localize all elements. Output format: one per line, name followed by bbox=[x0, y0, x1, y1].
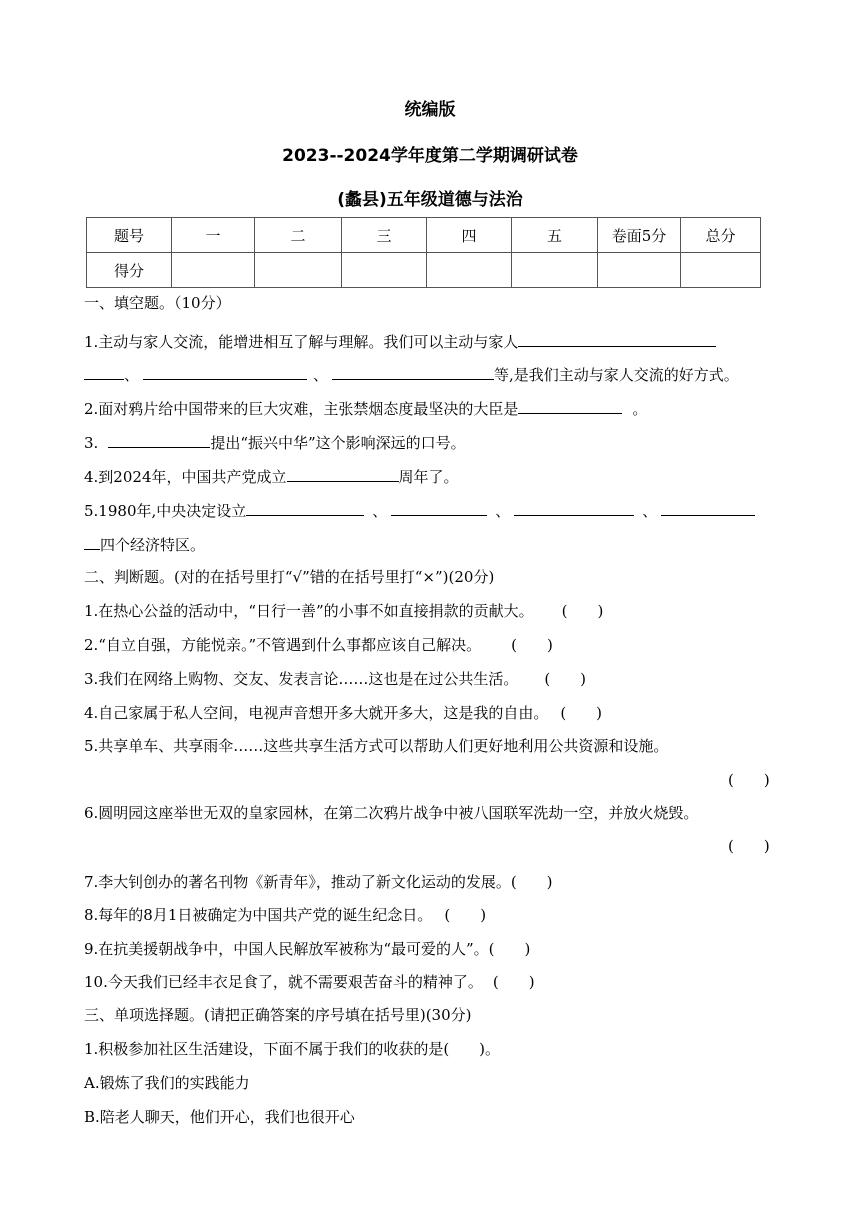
score-input-cell[interactable] bbox=[512, 253, 598, 288]
question-text: 8.每年的8月1日被确定为中国共产党的诞生纪念日。 bbox=[84, 906, 433, 924]
score-row-label: 得分 bbox=[87, 253, 172, 288]
answer-blank[interactable] bbox=[84, 533, 100, 550]
question-text: 4.自己家属于私人空间，电视声音想开多大就开多大，这是我的自由。 bbox=[84, 704, 549, 722]
answer-blank[interactable] bbox=[108, 431, 210, 448]
score-header-cell: 二 bbox=[255, 218, 342, 253]
score-input-cell[interactable] bbox=[598, 253, 681, 288]
question-text: 等,是我们主动与家人交流的好方式。 bbox=[494, 366, 739, 384]
answer-blank[interactable] bbox=[391, 499, 487, 516]
answer-paren[interactable]: ( ) bbox=[488, 940, 531, 958]
question-text: 1.主动与家人交流，能增进相互了解与理解。我们可以主动与家人 bbox=[84, 333, 519, 351]
answer-paren[interactable]: ( ) bbox=[510, 873, 553, 891]
answer-paren[interactable]: ( ) bbox=[728, 771, 770, 789]
question-fill-2 bbox=[84, 397, 647, 419]
score-header-cell: 总分 bbox=[681, 218, 761, 253]
judge-question-1 bbox=[84, 601, 603, 621]
judge-question-6: 6.圆明园这座举世无双的皇家园林，在第二次鸦片战争中被八国联军洗劫一空，并放火烧毁。 bbox=[84, 804, 699, 822]
score-input-cell[interactable] bbox=[255, 253, 342, 288]
answer-blank[interactable] bbox=[518, 397, 622, 414]
question-text: 提出“振兴中华”这个影响深远的口号。 bbox=[210, 434, 466, 452]
question-text: 4.到2024年，中国共产党成立 bbox=[84, 468, 287, 486]
section3-heading: 三、单项选择题。(请把正确答案的序号填在括号里)(30分) bbox=[84, 1006, 472, 1024]
question-text: 2.面对鸦片给中国带来的巨大灾难，主张禁烟态度最坚决的大臣是 bbox=[84, 400, 519, 418]
judge-question-10 bbox=[84, 972, 535, 992]
score-table-score-row bbox=[87, 253, 761, 288]
judge-question-8 bbox=[84, 905, 486, 925]
answer-paren[interactable]: ( ) bbox=[492, 973, 535, 991]
question-text: 、 bbox=[124, 366, 140, 384]
section2-heading: 二、判断题。(对的在括号里打“√”错的在括号里打“×”)(20分) bbox=[84, 568, 495, 586]
question-text: 3. bbox=[84, 434, 99, 452]
answer-blank[interactable] bbox=[518, 330, 716, 347]
exam-title: 2023--2024学年度第二学期调研试卷 bbox=[282, 146, 578, 166]
question-text: 、 bbox=[642, 502, 658, 520]
score-table-header-row bbox=[87, 218, 761, 253]
section1-heading: 一、填空题。（10分） bbox=[84, 294, 231, 312]
score-input-cell[interactable] bbox=[427, 253, 512, 288]
answer-paren[interactable]: ( ) bbox=[560, 704, 603, 722]
score-header-cell: 五 bbox=[512, 218, 598, 253]
question-fill-1-cont bbox=[84, 363, 739, 385]
score-input-cell[interactable] bbox=[342, 253, 427, 288]
question-fill-4 bbox=[84, 465, 459, 487]
score-header-cell: 一 bbox=[172, 218, 255, 253]
score-header-cell: 四 bbox=[427, 218, 512, 253]
score-header-cell: 卷面5分 bbox=[598, 218, 681, 253]
judge-question-9 bbox=[84, 939, 530, 959]
judge-question-2 bbox=[84, 635, 553, 655]
answer-paren[interactable]: ( ) bbox=[444, 906, 487, 924]
subject-title: (蠡县)五年级道德与法治 bbox=[337, 190, 523, 210]
answer-blank[interactable] bbox=[287, 465, 399, 482]
answer-blank[interactable] bbox=[143, 363, 307, 380]
question-text: 四个经济特区。 bbox=[100, 536, 206, 554]
answer-blank[interactable] bbox=[514, 499, 634, 516]
question-text: 7.李大钊创办的著名刊物《新青年》，推动了新文化运动的发展。 bbox=[84, 873, 511, 891]
answer-paren[interactable]: ( ) bbox=[561, 602, 604, 620]
question-text: 、 bbox=[313, 366, 329, 384]
answer-blank[interactable] bbox=[84, 363, 124, 380]
question-text: 9.在抗美援朝战争中，中国人民解放军被称为“最可爱的人”。 bbox=[84, 940, 489, 958]
question-text: 。 bbox=[632, 400, 648, 418]
answer-blank[interactable] bbox=[332, 363, 494, 380]
score-header-cell: 三 bbox=[342, 218, 427, 253]
judge-question-4 bbox=[84, 703, 602, 723]
question-text: 、 bbox=[495, 502, 511, 520]
question-fill-3 bbox=[84, 431, 466, 453]
answer-blank[interactable] bbox=[246, 499, 364, 516]
question-fill-5-cont bbox=[84, 533, 205, 555]
edition-title: 统编版 bbox=[404, 100, 456, 120]
score-header-cell: 题号 bbox=[87, 218, 172, 253]
question-text: 周年了。 bbox=[398, 468, 459, 486]
choice-question-1: 1.积极参加社区生活建设，下面不属于我们的收获的是( )。 bbox=[84, 1040, 501, 1058]
score-table bbox=[86, 217, 761, 288]
question-text: 5.1980年,中央决定设立 bbox=[84, 502, 247, 520]
judge-question-7 bbox=[84, 872, 553, 892]
question-fill-5 bbox=[84, 499, 755, 521]
answer-blank[interactable] bbox=[661, 499, 755, 516]
judge-question-3 bbox=[84, 669, 586, 689]
answer-paren[interactable]: ( ) bbox=[544, 670, 587, 688]
score-input-cell[interactable] bbox=[172, 253, 255, 288]
question-text: 1.在热心公益的活动中，“日行一善”的小事不如直接捐款的贡献大。 bbox=[84, 602, 534, 620]
answer-paren[interactable]: ( ) bbox=[728, 837, 770, 855]
judge-question-5: 5.共享单车、共享雨伞……这些共享生活方式可以帮助人们更好地利用公共资源和设施。 bbox=[84, 737, 669, 755]
score-input-cell[interactable] bbox=[681, 253, 761, 288]
question-text: 2.“自立自强，方能悦亲。”不管遇到什么事都应该自己解决。 bbox=[84, 636, 482, 654]
question-text: 、 bbox=[372, 502, 388, 520]
question-fill-1 bbox=[84, 330, 716, 352]
question-text: 10.今天我们已经丰衣足食了，就不需要艰苦奋斗的精神了。 bbox=[84, 973, 483, 991]
answer-paren[interactable]: ( ) bbox=[511, 636, 553, 654]
choice-option-a[interactable]: A.锻炼了我们的实践能力 bbox=[84, 1074, 250, 1092]
choice-option-b[interactable]: B.陪老人聊天，他们开心，我们也很开心 bbox=[84, 1108, 355, 1126]
question-text: 3.我们在网络上购物、交友、发表言论……这也是在过公共生活。 bbox=[84, 670, 519, 688]
